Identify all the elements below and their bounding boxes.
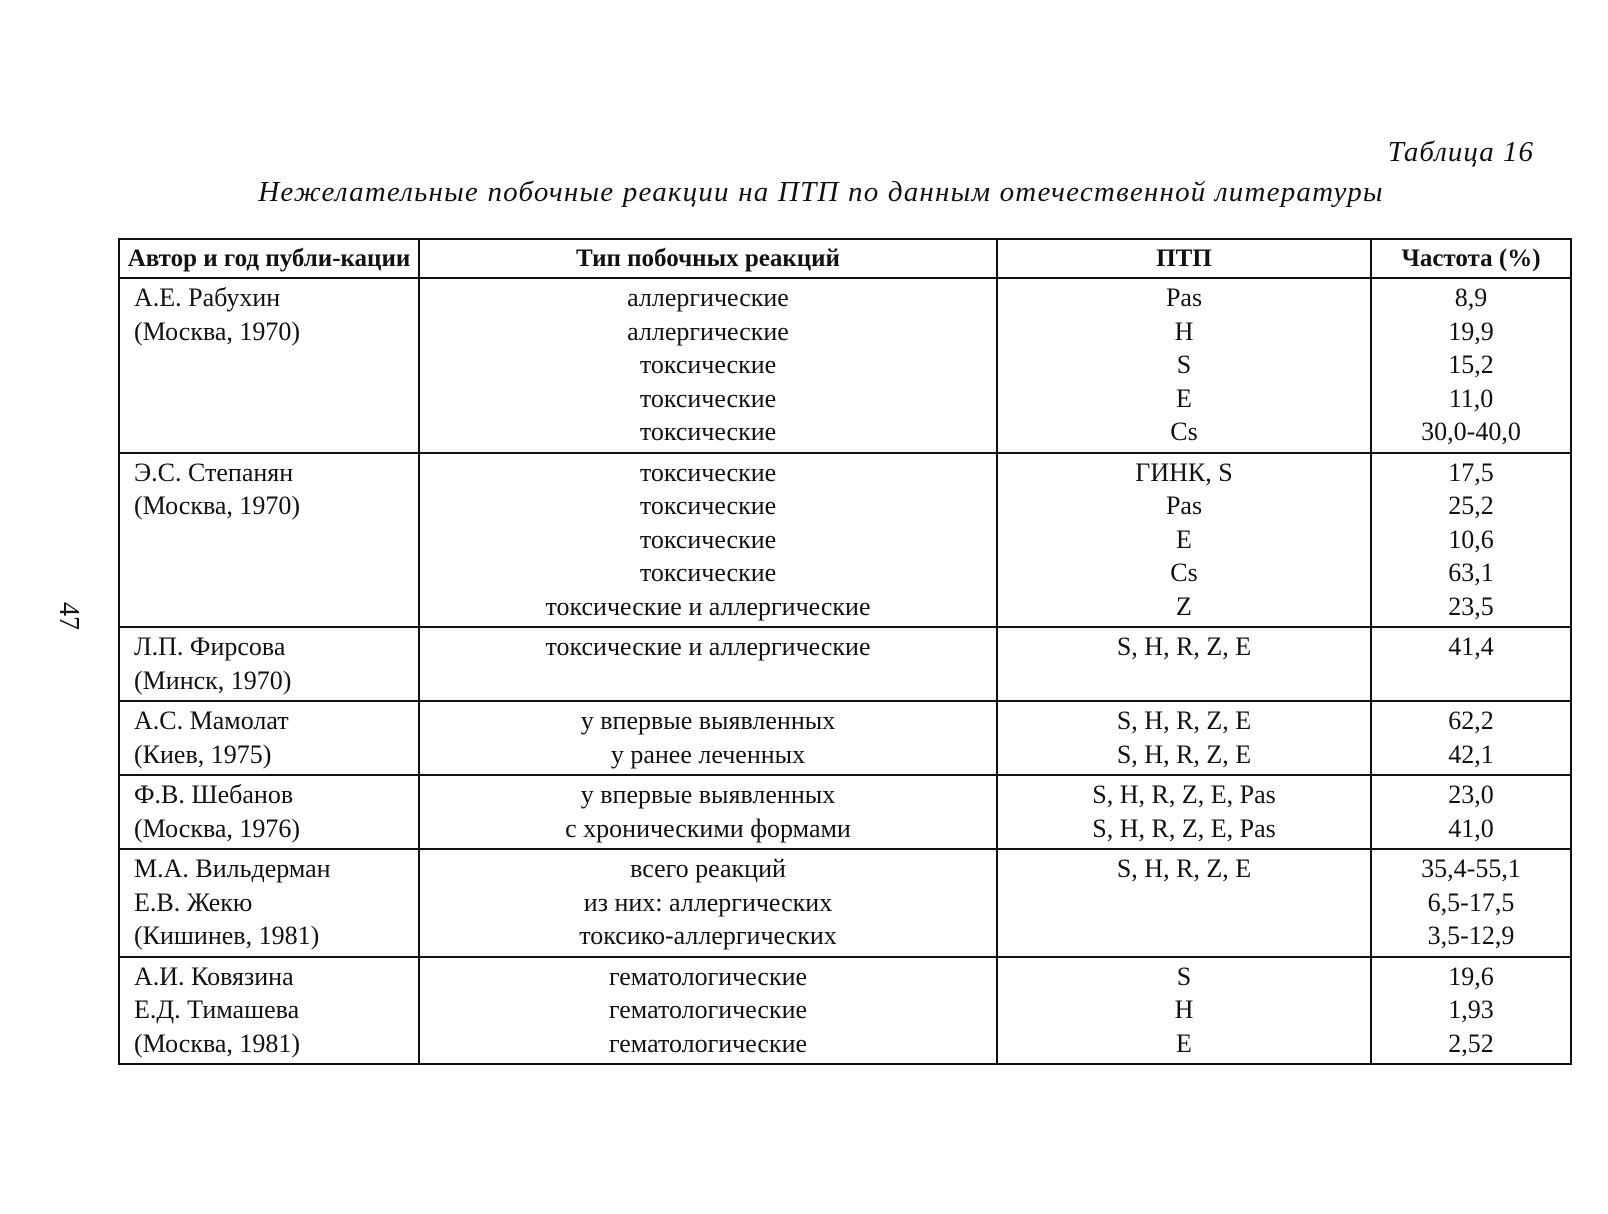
reaction-type-line: гематологические [608, 961, 808, 991]
author-line: (Минск, 1970) [134, 665, 292, 695]
drug-line: Pas [1165, 283, 1203, 312]
frequency-cell [1371, 627, 1571, 701]
author-line: (Москва, 1970) [134, 316, 301, 346]
header-author: Автор и год публи-кации [119, 239, 419, 278]
table-row [119, 957, 1571, 1065]
drug-line: S [1176, 350, 1192, 379]
drug-line: ГИНК, S [1135, 457, 1233, 487]
reaction-type-cell [419, 453, 997, 628]
frequency-line: 19,6 [1448, 961, 1494, 991]
drug-line: S, H, R, Z, E [1116, 854, 1252, 883]
reaction-type-cell [419, 849, 997, 957]
reaction-type-line: токсические [639, 558, 777, 587]
drug-line: H [1174, 316, 1194, 346]
author-line: (Кишинев, 1981) [134, 921, 320, 950]
drug-line: E [1176, 383, 1192, 413]
reaction-type-line: токсические [639, 524, 777, 554]
frequency-line: 17,5 [1448, 457, 1494, 487]
reaction-type-cell [419, 957, 997, 1065]
frequency-line: 23,0 [1448, 780, 1494, 809]
frequency-line: 41,0 [1448, 813, 1494, 843]
author-line: А.И. Ковязина [134, 961, 294, 991]
header-type: Тип побочных реакций [419, 239, 997, 278]
author-cell [119, 701, 419, 775]
frequency-line: 19,9 [1448, 316, 1494, 346]
reaction-type-cell [419, 775, 997, 849]
reaction-type-line: токсические [639, 491, 777, 520]
author-line: А.Е. Рабухин [134, 283, 281, 312]
reaction-type-line: из них: аллергических [583, 887, 833, 917]
drug-cell [997, 278, 1371, 453]
author-line: (Москва, 1976) [134, 813, 301, 843]
header-drug: ПТП [997, 239, 1371, 278]
reaction-type-line: у впервые выявленных [580, 780, 836, 809]
frequency-cell [1371, 701, 1571, 775]
frequency-line: 1,93 [1448, 995, 1494, 1024]
drug-line: H [1174, 995, 1194, 1024]
reaction-type-line: всего реакций [630, 854, 786, 883]
frequency-line: 42,1 [1448, 739, 1494, 769]
header-frequency: Частота (%) [1371, 239, 1571, 278]
table-header-row [119, 239, 1571, 278]
reaction-type-cell [419, 627, 997, 701]
frequency-line: 30,0-40,0 [1421, 417, 1521, 446]
reaction-type-line: аллергические [627, 316, 789, 346]
drug-cell [997, 627, 1371, 701]
table-row [119, 701, 1571, 775]
reaction-type-line: с хроническими формами [565, 813, 851, 843]
frequency-line: 6,5-17,5 [1427, 887, 1515, 917]
reaction-type-line: у ранее леченных [610, 739, 806, 769]
drug-cell [997, 775, 1371, 849]
author-cell [119, 627, 419, 701]
frequency-line: 63,1 [1448, 558, 1494, 587]
drug-line: Pas [1165, 491, 1203, 520]
author-line: (Киев, 1975) [134, 739, 272, 769]
drug-line: Cs [1170, 417, 1198, 446]
frequency-line: 2,52 [1448, 1028, 1494, 1058]
drug-cell [997, 701, 1371, 775]
drug-line: S, H, R, Z, E [1116, 632, 1252, 661]
frequency-line: 41,4 [1448, 632, 1494, 661]
author-line: (Москва, 1970) [134, 491, 301, 520]
author-cell [119, 775, 419, 849]
reaction-type-cell [419, 278, 997, 453]
frequency-cell [1371, 849, 1571, 957]
frequency-line: 10,6 [1448, 524, 1494, 554]
frequency-line: 35,4-55,1 [1421, 854, 1521, 883]
table-row [119, 849, 1571, 957]
author-line: А.С. Мамолат [134, 706, 289, 735]
table-row [119, 278, 1571, 453]
frequency-line: 11,0 [1448, 383, 1494, 413]
author-line: Е.Д. Тимашева [134, 995, 300, 1024]
reaction-type-cell [419, 701, 997, 775]
author-line: М.А. Вильдерман [134, 854, 331, 883]
reaction-type-line: токсические и аллергические [545, 591, 871, 621]
frequency-line: 3,5-12,9 [1427, 921, 1515, 950]
drug-cell [997, 957, 1371, 1065]
reaction-type-line: токсические [639, 383, 777, 413]
table-label: Таблица 16 [1387, 136, 1534, 168]
frequency-line: 23,5 [1448, 591, 1494, 621]
frequency-line: 62,2 [1448, 706, 1494, 735]
drug-line: Cs [1170, 558, 1198, 587]
frequency-cell [1371, 278, 1571, 453]
author-cell [119, 957, 419, 1065]
author-cell [119, 278, 419, 453]
reaction-type-line: токсико-аллергических [579, 921, 837, 950]
frequency-line: 25,2 [1448, 491, 1494, 520]
drug-line: S, H, R, Z, E [1116, 706, 1252, 735]
author-cell [119, 453, 419, 628]
drug-line: S, H, R, Z, E [1116, 739, 1252, 769]
reaction-type-line: токсические [639, 417, 777, 446]
author-line: Е.В. Жекю [134, 887, 253, 917]
frequency-cell [1371, 957, 1571, 1065]
drug-line: E [1176, 524, 1192, 554]
reaction-type-line: токсические [639, 457, 777, 487]
table-row [119, 775, 1571, 849]
table-row [119, 627, 1571, 701]
author-line: Л.П. Фирсова [134, 632, 286, 661]
reaction-type-line: токсические [639, 350, 777, 379]
author-cell [119, 849, 419, 957]
drug-cell [997, 849, 1371, 957]
author-line: Ф.В. Шебанов [134, 780, 294, 809]
drug-line: E [1176, 1028, 1192, 1058]
reaction-type-line: аллергические [627, 283, 789, 312]
table-title: Нежелательные побочные реакции на ПТП по данным отечественной литературы [258, 176, 1384, 208]
author-line: Э.С. Степанян [134, 457, 294, 487]
reaction-type-line: гематологические [608, 1028, 808, 1058]
frequency-line: 15,2 [1448, 350, 1494, 379]
drug-line: S [1176, 961, 1192, 991]
frequency-line: 8,9 [1454, 283, 1488, 312]
frequency-cell [1371, 453, 1571, 628]
frequency-cell [1371, 775, 1571, 849]
drug-line: S, H, R, Z, E, Pas [1092, 780, 1276, 809]
drug-line: Z [1176, 591, 1192, 621]
reaction-type-line: гематологические [608, 995, 808, 1024]
drug-line: S, H, R, Z, E, Pas [1092, 813, 1276, 843]
reaction-type-line: у впервые выявленных [580, 706, 836, 735]
drug-cell [997, 453, 1371, 628]
table-body [119, 278, 1571, 1064]
table-row [119, 453, 1571, 628]
reaction-type-line: токсические и аллергические [545, 632, 871, 661]
page-number: 47 [53, 602, 84, 630]
author-line: (Москва, 1981) [134, 1028, 301, 1058]
side-effects-table [118, 238, 1572, 1065]
